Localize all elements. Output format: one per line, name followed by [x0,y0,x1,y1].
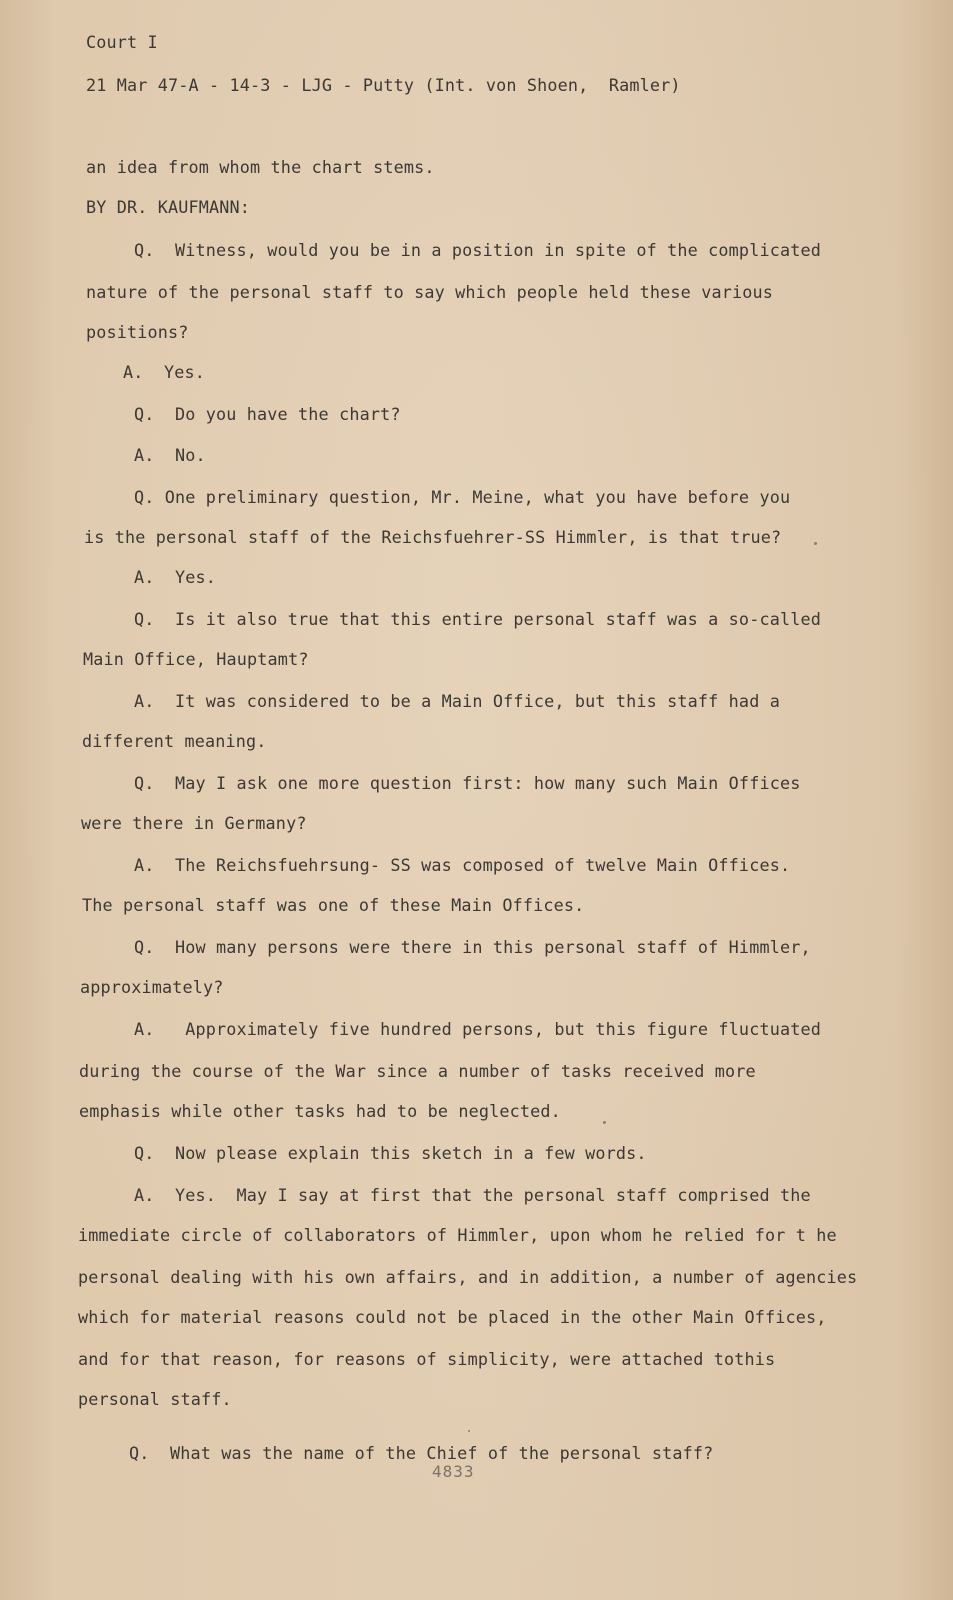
transcript-line: A. Yes. [134,567,217,587]
transcript-line: Q. May I ask one more question first: how many such Main Offices [134,773,801,793]
paper-speck [468,1430,470,1432]
transcript-line: were there in Germany? [81,813,307,833]
transcript-line: Q. Now please explain this sketch in a few words. [134,1143,647,1163]
transcript-line: nature of the personal staff to say which people held these various [86,282,773,302]
transcript-line: positions? [86,322,189,342]
transcript-line: and for that reason, for reasons of simplicity, were attached tothis [78,1349,776,1369]
transcript-line: A. Yes. May I say at first that the personal staff comprised the [134,1185,811,1205]
transcript-line: A. Yes. [123,362,206,382]
transcript-line: is the personal staff of the Reichsfuehrer-SS Himmler, is that true? [84,527,782,547]
transcript-line: The personal staff was one of these Main Offices. [82,895,585,915]
transcript-line: Q. Do you have the chart? [134,404,401,424]
transcript-line: immediate circle of collaborators of Himmler, upon whom he relied for t he [78,1225,837,1245]
transcript-line: A. It was considered to be a Main Office, but this staff had a [134,691,780,711]
transcript-line: A. Approximately five hundred persons, but this figure fluctuated [134,1019,821,1039]
page-number: 4833 [432,1462,475,1481]
transcript-line: Q. One preliminary question, Mr. Meine, what you have before you [134,487,791,507]
transcript-line: different meaning. [82,731,267,751]
transcript-line: A. No. [134,445,206,465]
transcript-line: A. The Reichsfuehrsung- SS was composed of twelve Main Offices. [134,855,791,875]
transcript-line: Q. How many persons were there in this personal staff of Himmler, [134,937,811,957]
session-line: 21 Mar 47-A - 14-3 - LJG - Putty (Int. von Shoen, Ramler) [86,75,681,95]
transcript-line: Q. Witness, would you be in a position in spite of the complicated [134,240,821,260]
transcript-line: Main Office, Hauptamt? [83,649,309,669]
examiner-heading: BY DR. KAUFMANN: [86,197,251,217]
transcript-line: during the course of the War since a number of tasks received more [79,1061,756,1081]
transcript-line: emphasis while other tasks had to be neglected. [79,1101,561,1121]
court-heading: Court I [86,32,158,52]
transcript-line: Q. Is it also true that this entire personal staff was a so-called [134,609,821,629]
transcript-line: which for material reasons could not be placed in the other Main Offices, [78,1307,827,1327]
paper-speck [603,1121,606,1124]
transcript-line: personal dealing with his own affairs, and in addition, a number of agencies [78,1267,858,1287]
transcript-line: personal staff. [78,1389,232,1409]
transcript-line: Q. What was the name of the Chief of the personal staff? [129,1443,714,1463]
transcript-line: an idea from whom the chart stems. [86,157,435,177]
paper-speck [814,542,817,545]
transcript-line: approximately? [80,977,224,997]
